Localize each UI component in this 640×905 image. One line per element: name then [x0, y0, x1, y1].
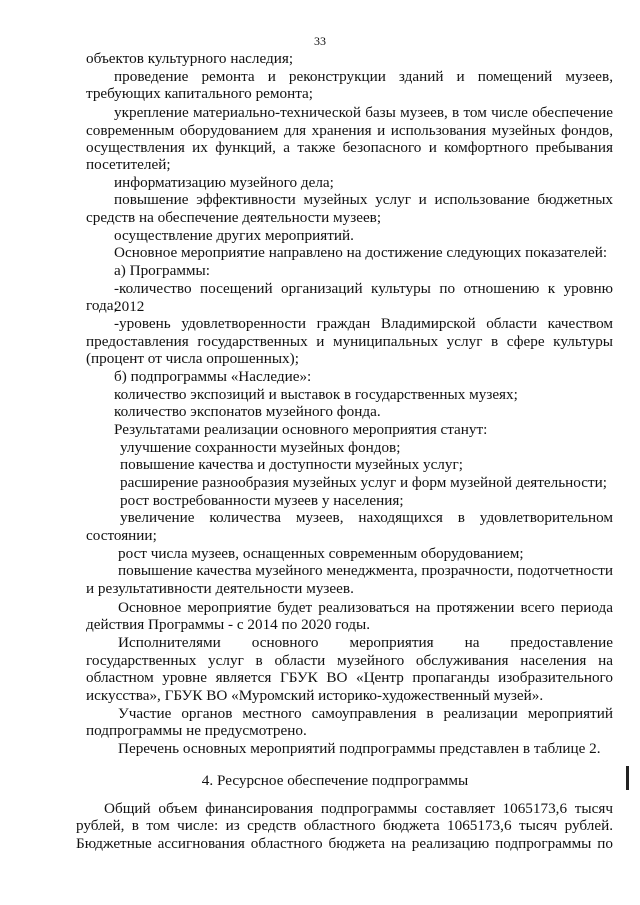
- text-line: рост востребованности музеев у населения;: [120, 491, 404, 509]
- text-line: искусства», ГБУК ВО «Муромский историко-художественный музей».: [86, 687, 544, 705]
- text-line: осуществления их функций, а также безопасного и комфортного пребывания: [86, 139, 613, 157]
- text-line: рост числа музеев, оснащенных современным оборудованием;: [118, 544, 524, 562]
- text-line: Бюджетные ассигнования областного бюджета на реализацию подпрограммы по: [76, 834, 613, 852]
- text-line: Общий объем финансирования подпрограммы составляет 1065173,6 тысяч: [104, 799, 613, 817]
- text-line: государственных услуг в области музейного обслуживания населения на: [86, 651, 613, 669]
- text-line: посетителей;: [86, 156, 171, 174]
- text-line: повышение качества и доступности музейных услуг;: [120, 456, 463, 474]
- text-line: предоставления государственных и муниципальных услуг в сфере культуры: [86, 332, 613, 350]
- text-line: укрепление материально-технической базы музеев, в том числе обеспечение: [114, 103, 613, 121]
- margin-mark: [626, 766, 629, 790]
- text-line: проведение ремонта и реконструкции зданий и помещений музеев,: [114, 67, 613, 85]
- page-number: 33: [314, 34, 326, 48]
- section-heading: 4. Ресурсное обеспечение подпрограммы: [201, 771, 469, 789]
- text-line: количество экспонатов музейного фонда.: [114, 403, 381, 421]
- text-line: Участие органов местного самоуправления в реализации мероприятий: [118, 704, 613, 722]
- text-line: Результатами реализации основного мероприятия станут:: [114, 421, 488, 439]
- text-line: требующих капитального ремонта;: [86, 85, 314, 103]
- text-line: повышение качества музейного менеджмента, прозрачности, подотчетности: [118, 562, 613, 580]
- text-line: подпрограммы не предусмотрено.: [86, 722, 307, 740]
- text-line: а) Программы:: [114, 262, 210, 280]
- text-line: и результативности деятельности музеев.: [86, 580, 354, 598]
- text-line: действия Программы - с 2014 по 2020 годы.: [86, 616, 370, 634]
- text-line: улучшение сохранности музейных фондов;: [120, 438, 401, 456]
- text-line: (процент от числа опрошенных);: [86, 350, 299, 368]
- text-line: -количество посещений организаций культуры по отношению к уровню 2012: [114, 279, 613, 316]
- text-line: -уровень удовлетворенности граждан Владимирской области качеством: [114, 315, 613, 333]
- text-line: осуществление других мероприятий.: [114, 226, 354, 244]
- text-line: объектов культурного наследия;: [86, 50, 294, 67]
- text-line: Перечень основных мероприятий подпрограммы представлен в таблице 2.: [118, 740, 601, 758]
- text-line: областном уровне является ГБУК ВО «Центр пропаганды изобразительного: [86, 669, 613, 687]
- text-line: б) подпрограммы «Наследие»:: [114, 368, 312, 386]
- text-line: информатизацию музейного дела;: [114, 173, 334, 191]
- text-line: увеличение количества музеев, находящихся в удовлетворительном: [120, 509, 613, 527]
- text-line: количество экспозиций и выставок в государственных музеях;: [114, 385, 518, 403]
- text-line: современным оборудованием для хранения и использования музейных фондов,: [86, 121, 613, 139]
- text-line: повышение эффективности музейных услуг и использование бюджетных: [114, 191, 613, 209]
- text-line: расширение разнообразия музейных услуг и форм музейной деятельности;: [120, 474, 607, 492]
- text-line: рублей, в том числе: из средств областного бюджета 1065173,6 тысяч рублей.: [76, 817, 613, 835]
- text-line: Основное мероприятие будет реализоваться на протяжении всего периода: [118, 598, 613, 616]
- text-line: Исполнителями основного мероприятия на предоставление: [118, 634, 613, 652]
- text-line: состоянии;: [86, 527, 157, 545]
- text-line: средств на обеспечение деятельности музеев;: [86, 209, 382, 227]
- text-line: года;: [86, 297, 118, 315]
- text-line: Основное мероприятие направлено на достижение следующих показателей:: [114, 244, 608, 262]
